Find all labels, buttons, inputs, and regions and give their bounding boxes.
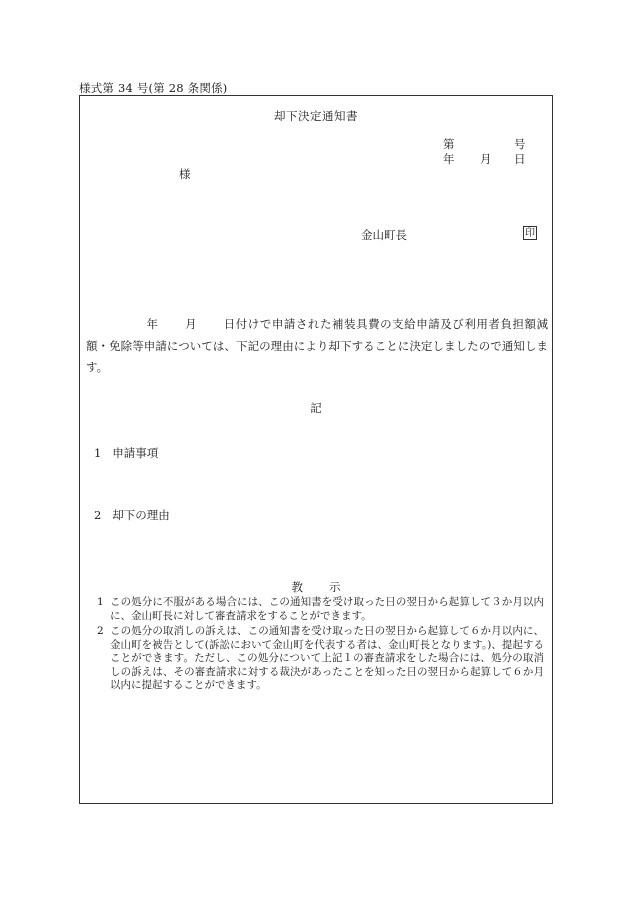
- issuer-name: 金山町長: [361, 228, 407, 242]
- body-year: 年: [146, 317, 159, 331]
- note-text: この処分に不服がある場合には、この通知書を受け取った日の翌日から起算して３か月以内に、金山町長に対して審査請求をすることができます。: [110, 596, 544, 622]
- instruction-note: [97, 625, 544, 693]
- doc-number-go: 号: [514, 137, 526, 151]
- seal-stamp: 印: [525, 228, 535, 239]
- item-label: 申請事項: [112, 446, 159, 460]
- item-number: 2: [94, 508, 102, 522]
- doc-number-dai: 第: [443, 137, 455, 151]
- date-year: 年: [443, 152, 455, 166]
- note-text: この処分の取消しの訴えは、この通知書を受け取った日の翌日から起算して６か月以内に、金山町を被告として(訴訟において金山町を代表する者は、金山町長となります。)、提起することができます。ただし、この処分について上記１の審査請求をした場合には、処分の取消しの訴えは、その審査請求に対する裁決があったことを知った日の翌日から起算して６か月以内に提起することができます。: [110, 625, 544, 691]
- body-month: 月: [184, 317, 198, 331]
- item-reason: [94, 507, 170, 523]
- addressee-suffix: 様: [179, 167, 191, 181]
- form-number-label: 様式第 34 号(第 28 条関係): [79, 81, 228, 95]
- item-label: 却下の理由: [112, 508, 170, 522]
- item-application: [94, 445, 158, 461]
- note-number: 2: [97, 625, 104, 637]
- body-text: 日付けで申請された補装具費の支給申請及び利用者負担額減額・免除等申請については、下記の理由により却下することに決定しましたので通知します。: [86, 317, 549, 374]
- note-number: 1: [97, 596, 104, 608]
- document-frame: [79, 95, 553, 804]
- instruction-note: [97, 596, 544, 623]
- date-month: 月: [480, 152, 492, 166]
- document-title: 却下決定通知書: [274, 109, 358, 123]
- ki-heading: 記: [310, 401, 322, 415]
- item-number: 1: [94, 446, 102, 460]
- date-day: 日: [514, 152, 526, 166]
- notice-body: [86, 314, 548, 379]
- kyoji-heading: 教示: [291, 580, 367, 594]
